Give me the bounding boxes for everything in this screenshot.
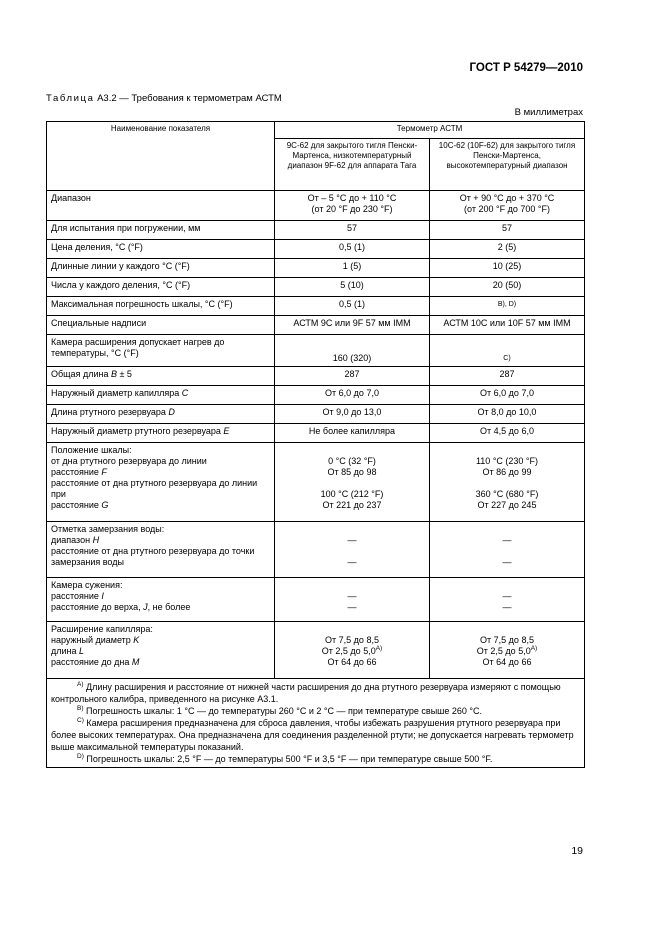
row-line: от дна ртутного резервуара до линии [51,456,207,466]
row-name: Для испытания при погружении, мм [47,221,275,240]
row-line: расстояние от дна ртутного резервуара до линии при [51,478,258,499]
capillary-ext-row [47,622,585,679]
cell-dash: — [502,602,512,612]
cell-value: От 6,0 до 7,0 [430,386,585,405]
cell-line: (от 20 °F до 230 °F) [311,204,393,214]
row-name-text: Наружный диаметр ртутного резервуара [51,426,224,436]
footnote [51,753,580,765]
freeze-mark-row [47,522,585,578]
footnote-mark: С) [77,717,84,724]
row-name-var: F [101,467,107,477]
cell-value: От 4,5 до 6,0 [430,424,585,443]
cell-dash: — [502,557,512,567]
cell-line: От 2,5 до 5,0 [321,646,376,656]
cell-line: От 221 до 237 [322,500,382,510]
cell-dash: — [347,557,357,567]
cell-value [430,522,585,578]
col1-header: 9С-62 для закрытого тигля Пенски-Мартенса, низкотемпературный диапазон 9F-62 для аппарата Тага [275,139,430,191]
caption-title: А3.2 — Требования к термометрам АСТМ [97,93,282,104]
row-name: Цена деления, °С (°F) [47,240,275,259]
table-caption [46,93,282,104]
cell-value: От 8,0 до 10,0 [430,405,585,424]
row-name-var: В [110,369,117,379]
cell-value: От 9,0 до 13,0 [275,405,430,424]
cell-value: АСТМ 10С или 10F 57 мм IMM [430,316,585,335]
cell-line: От + 90 °С до + 370 °С [459,193,555,203]
row-name [47,522,275,578]
row-name: Диапазон [47,191,275,221]
cell-line: (от 200 °F до 700 °F) [464,204,550,214]
table-row [47,297,585,316]
cell-footnote-ref: В), D) [430,297,585,316]
cell-line: От – 5 °С до + 110 °С [307,193,397,203]
row-name-var: L [79,646,85,656]
cell-dash: — [347,535,357,545]
row-line: расстояние от дна ртутного резервуара до точки замерзания воды [51,546,255,567]
cell-value [275,622,430,679]
standard-number: ГОСТ Р 54279—2010 [469,62,583,74]
cell-value: 0,5 (1) [275,240,430,259]
table-row [47,424,585,443]
footnote-ref: А) [375,645,383,652]
cell-value: 20 (50) [430,278,585,297]
row-name: Максимальная погрешность шкалы, °С (°F) [47,297,275,316]
col2-header: 10С-62 (10F-62) для закрытого тигля Пенски-Мартенса, высокотемпературный диапазон [430,139,585,191]
cell-line: 360 °С (680 °F) [475,489,539,499]
cell-value [430,578,585,622]
row-line: Расширение капилляра: [51,624,153,634]
table-row [47,316,585,335]
row-name [47,386,275,405]
row-name-var: Е [223,426,230,436]
row-name: Специальные надписи [47,316,275,335]
footnote [51,717,580,753]
row-name-text: ± 5 [116,369,132,379]
cell-value [430,443,585,522]
row-name-var: K [133,635,140,645]
table-row [47,367,585,386]
row-line: расстояние [51,500,102,510]
cell-value: 287 [430,367,585,386]
row-name: Длинные линии у каждого °С (°F) [47,259,275,278]
row-name [47,424,275,443]
cell-dash: — [347,591,357,601]
row-name-var: С [181,388,189,398]
row-name-var: M [131,657,140,667]
units-note: В миллиметрах [514,107,583,118]
table-row [47,278,585,297]
footnote-mark: В) [77,705,84,712]
row-name [47,443,275,522]
cell-dash: — [502,591,512,601]
row-name-var: J [143,602,148,612]
row-line: длина [51,646,80,656]
row-name-text: Длина ртутного резервуара [51,407,169,417]
cell-value: От 6,0 до 7,0 [275,386,430,405]
row-line: расстояние [51,467,102,477]
cell-value: 0,5 (1) [275,297,430,316]
cell-value [275,522,430,578]
table-row [47,335,585,367]
cell-value: 57 [275,221,430,240]
footnote-mark: А) [77,681,84,688]
constriction-row [47,578,585,622]
footnote-text: Длину расширения и расстояние от нижней части расширения до дна ртутного резервуара измеряют с помощью контрольного калибра, приведенного на рисунке А3.1. [51,682,561,704]
row-line: , не более [147,602,191,612]
cell-line: От 7,5 до 8,5 [325,635,379,645]
row-name [47,405,275,424]
cell-line: 110 °С (230 °F) [475,456,539,466]
caption-label: Таблица [46,93,95,104]
table-row [47,259,585,278]
group-header: Термометр АСТМ [275,122,585,139]
row-name [47,578,275,622]
cell-value [275,578,430,622]
row-line: наружный диаметр [51,635,134,645]
row-line: Камера сужения: [51,580,123,590]
cell-line: 100 °С (212 °F) [320,489,384,499]
cell-line: От 86 до 99 [482,467,532,477]
cell-value: 1 (5) [275,259,430,278]
row-name-var: G [101,500,109,510]
cell-line: От 2,5 до 5,0 [476,646,531,656]
row-line: Положение шкалы: [51,445,132,455]
cell-value: 10 (25) [430,259,585,278]
cell-value: 160 (320) [275,335,430,367]
row-line: диапазон [51,535,93,545]
table-row [47,191,585,221]
table-row [47,405,585,424]
col-name-header: Наименование показателя [47,122,275,191]
cell-value [275,191,430,221]
table-row [47,240,585,259]
cell-line: 0 °С (32 °F) [328,456,376,466]
cell-value: 2 (5) [430,240,585,259]
row-name-var: D [168,407,175,417]
row-line: расстояние до верха, [51,602,144,612]
row-line: расстояние до дна [51,657,132,667]
cell-line: От 64 до 66 [482,657,532,667]
cell-line: От 227 до 245 [477,500,537,510]
requirements-table [46,121,585,768]
row-name-var: I [101,591,104,601]
cell-line: От 85 до 98 [327,467,377,477]
cell-line: От 7,5 до 8,5 [480,635,534,645]
cell-value: 5 (10) [275,278,430,297]
footnote-text: Погрешность шкалы: 2,5 °F — до температуры 500 °F и 3,5 °F — при температуре свыше 500 °F. [83,754,493,764]
row-name-var: Н [92,535,100,545]
row-name-text: Общая длина [51,369,111,379]
footnote [51,681,580,705]
footnote-ref: А) [530,645,538,652]
cell-value: АСТМ 9С или 9F 57 мм IMM [275,316,430,335]
row-name [47,622,275,679]
row-line: расстояние [51,591,102,601]
cell-line: От 64 до 66 [327,657,377,667]
footnote-text: Погрешность шкалы: 1 °С — до температуры 260 °С и 2 °С — при температуре свыше 260 °С. [83,706,483,716]
table-footnotes [47,679,585,768]
cell-value [430,191,585,221]
cell-footnote-ref: С) [430,335,585,367]
cell-value [275,443,430,522]
cell-value: 57 [430,221,585,240]
cell-dash: — [502,535,512,545]
page-number: 19 [571,845,583,857]
cell-value: Не более капилляра [275,424,430,443]
cell-dash: — [347,602,357,612]
row-name: Числа у каждого деления, °С (°F) [47,278,275,297]
footnotes-row [47,679,585,768]
header-row [47,122,585,139]
table-row [47,221,585,240]
footnote [51,705,580,717]
row-name: Камера расширения допускает нагрев до температуры, °С (°F) [47,335,275,367]
table-row [47,386,585,405]
scale-position-row [47,443,585,522]
row-name [47,367,275,386]
footnote-mark: D) [77,753,84,760]
row-name-text: Наружный диаметр капилляра [51,388,182,398]
row-line: Отметка замерзания воды: [51,524,165,534]
footnote-text: Камера расширения предназначена для сброса давления, чтобы избежать разрушения ртутного резервуара при более высоких температурах. Она предназначена для соединения разделенной ртути; не допускается нагревать термометр выше максимальной температуры показаний. [51,718,574,752]
cell-value [430,622,585,679]
cell-value: 287 [275,367,430,386]
